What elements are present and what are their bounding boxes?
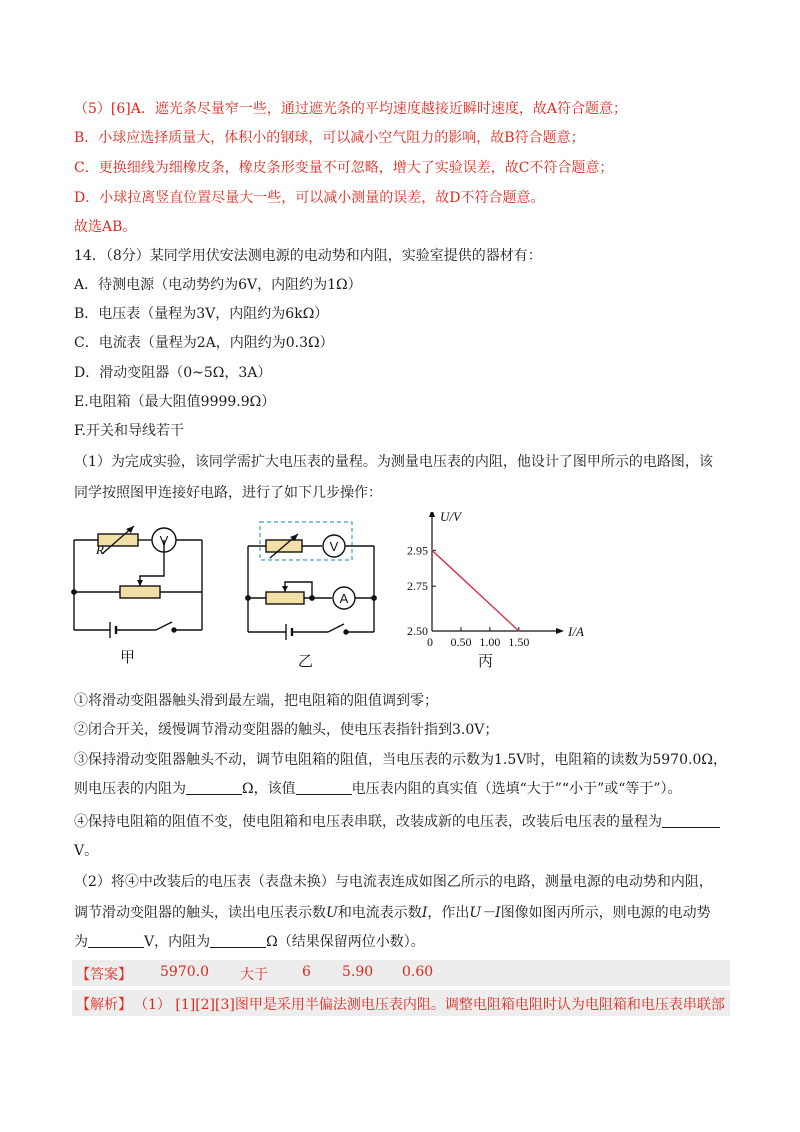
- part1-text-1: （1）为完成实验，该同学需扩大电压表的量程。为测量电压表的内阻，他设计了图甲所示的电路图，该: [74, 454, 713, 470]
- circuit-figures: [60, 512, 620, 677]
- symbol-u-i: U－I: [469, 905, 501, 921]
- x-tick-label: 1.50: [508, 635, 530, 649]
- data-point: [431, 550, 433, 552]
- solution-line-c: C．更换细线为细橡皮条，橡皮条形变量不可忽略，增大了实验误差，故C不符合题意；: [74, 160, 614, 176]
- question-stem: 14．（8分）某同学用伏安法测电源的电动势和内阻，实验室提供的器材有：: [74, 248, 542, 264]
- figure-label-yi: 乙: [298, 652, 314, 670]
- answer-blank-comparison[interactable]: [296, 780, 352, 795]
- equipment-item: F.开关和导线若干: [74, 423, 184, 439]
- x-tick-label: 0.50: [450, 635, 472, 649]
- figure-label-jia: 甲: [120, 648, 136, 666]
- data-point: [518, 630, 520, 632]
- answer-label: 【答案】: [76, 967, 132, 983]
- answer-value: 0.60: [402, 964, 434, 980]
- part2-text-g: Ω（结果保留两位小数）。: [266, 934, 425, 950]
- equipment-item: B．电压表（量程为3V，内阻约为6kΩ）: [74, 306, 329, 322]
- answer-blank-resistance[interactable]: [186, 780, 242, 795]
- part2-text-1: （2）将④中改装后的电压表（表盘未换）与电流表连成如图乙所示的电路，测量电源的电动势和内阻，: [74, 874, 713, 890]
- y-axis-arrow: [429, 512, 435, 517]
- ammeter-symbol: A: [339, 591, 349, 606]
- u-i-line: [432, 550, 519, 631]
- switch: [156, 622, 172, 630]
- x-axis-label: I/A: [568, 624, 584, 639]
- part2-text-a: 调节滑动变阻器的触头，读出电压表示数: [74, 905, 326, 921]
- y-tick-label: 2.95: [407, 543, 428, 558]
- part2-text-d: 图像如图丙所示，则电源的电动势: [500, 905, 711, 921]
- answer-value: 大于: [240, 967, 268, 983]
- solution-conclusion: 故选AB。: [74, 219, 137, 235]
- step-3-text-b: Ω，该值: [242, 781, 296, 797]
- step-1: ①将滑动变阻器触头滑到最左端，把电阻箱的阻值调到零；: [74, 693, 438, 709]
- figure-label-bing: 丙: [478, 652, 494, 670]
- analysis-text: （1） [1][2][3]图甲是采用半偏法测电压表内阻。调整电阻箱电阻时认为电阻箱和电压表串联部: [134, 997, 725, 1013]
- voltmeter-symbol: V: [159, 533, 169, 548]
- part2-text-c: ，作出: [427, 905, 470, 921]
- answer-value: 6: [302, 964, 311, 980]
- u-i-graph: [407, 512, 584, 649]
- solution-line-d: D．小球拉离竖直位置尽量大一些，可以减小测量的误差，故D不符合题意。: [74, 190, 545, 206]
- part2-text-2: [74, 903, 711, 923]
- analysis-label: 【解析】: [76, 997, 132, 1013]
- solution-line-b: B．小球应选择质量大，体积小的钢球，可以减小空气阻力的影响，故B符合题意；: [74, 130, 585, 146]
- y-tick-label: 2.50: [407, 624, 428, 638]
- equipment-item: A．待测电源（电动势约为6V，内阻约为1Ω）: [74, 277, 362, 293]
- answer-band: [72, 960, 730, 986]
- step-4-line-1: [74, 812, 720, 832]
- answer-blank-emf[interactable]: [88, 933, 144, 948]
- analysis-band: [72, 990, 730, 1016]
- x-tick-label: 0: [427, 635, 433, 649]
- y-tick-label: 2.75: [407, 579, 428, 594]
- step-4-text: ④保持电阻箱的阻值不变，使电阻箱和电压表串联，改装成新的电压表，改装后电压表的量程为: [74, 814, 662, 830]
- circuit-yi: [246, 522, 376, 640]
- part1-text-2: 同学按照图甲连接好电路，进行了如下几步操作：: [74, 485, 382, 501]
- step-3-line-2: [74, 779, 682, 799]
- part2-text-f: V，内阻为: [144, 934, 211, 950]
- step-3-text-c: 电压表内阻的真实值（选填“大于”“小于”或“等于”）。: [351, 781, 682, 797]
- symbol-u: U: [326, 905, 338, 921]
- solution-line-a: （5）[6]A．遮光条尽量窄一些，通过遮光条的平均速度越接近瞬时速度，故A符合题意；: [74, 101, 627, 117]
- circuit-jia: [72, 526, 202, 638]
- y-axis-label: U/V: [440, 512, 461, 524]
- x-axis-arrow: [556, 628, 564, 634]
- answer-blank-range[interactable]: [662, 813, 720, 828]
- equipment-item: E.电阻箱（最大阻值9999.9Ω）: [74, 394, 276, 410]
- figures-row: [60, 512, 620, 677]
- step-4-line-2: V。: [74, 843, 99, 859]
- rheostat: [120, 586, 160, 598]
- resistor-box-label: R: [96, 542, 104, 557]
- answer-blank-internal-resistance[interactable]: [210, 933, 266, 948]
- step-2: ②闭合开关，缓慢调节滑动变阻器的触头，使电压表指针指到3.0V；: [74, 722, 499, 738]
- x-tick-label: 1.00: [479, 635, 501, 649]
- step-3-text-a: 则电压表的内阻为: [74, 781, 186, 797]
- part2-text-b: 和电流表示数: [337, 905, 422, 921]
- part2-text-e: 为: [74, 934, 88, 950]
- equipment-item: C．电流表（量程为2A，内阻约为0.3Ω）: [74, 335, 334, 351]
- answer-value: 5970.0: [160, 964, 209, 980]
- answer-value: 5.90: [342, 964, 374, 980]
- part2-text-3: [74, 932, 425, 952]
- step-3-line-1: ③保持滑动变阻器触头不动，调节电阻箱的阻值，当电压表的示数为1.5V时，电阻箱的读数为5970.0Ω，: [74, 752, 727, 768]
- voltmeter-symbol: V: [329, 539, 339, 554]
- equipment-item: D．滑动变阻器（0~5Ω，3A）: [74, 365, 272, 381]
- symbol-i: I: [421, 905, 428, 921]
